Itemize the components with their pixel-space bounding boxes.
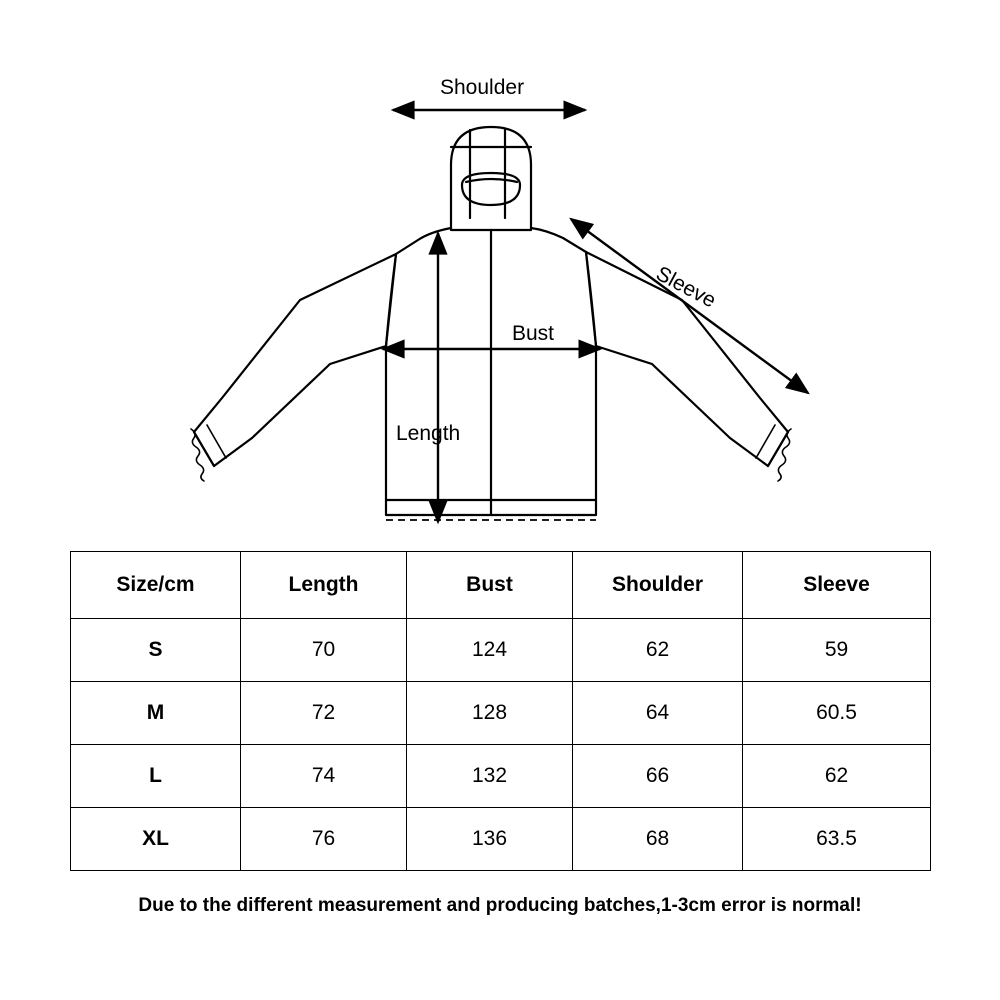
cell-size: L [71,745,241,808]
table-row [71,619,931,682]
cell-sleeve: 60.5 [743,682,931,745]
cell-sleeve: 59 [743,619,931,682]
cell-bust: 124 [407,619,573,682]
column-header-size: Size/cm [71,552,241,619]
cell-shoulder: 64 [573,682,743,745]
table-row [71,808,931,871]
column-header-sleeve: Sleeve [743,552,931,619]
label-bust: Bust [512,322,555,345]
cell-length: 74 [241,745,407,808]
measure-sleeve-arrow [571,219,808,393]
cell-length: 76 [241,808,407,871]
cell-shoulder: 62 [573,619,743,682]
cell-shoulder: 66 [573,745,743,808]
cell-bust: 136 [407,808,573,871]
cell-shoulder: 68 [573,808,743,871]
cell-bust: 132 [407,745,573,808]
label-sleeve: Sleeve [652,262,720,313]
measurement-disclaimer: Due to the different measurement and producing batches,1-3cm error is normal! [138,895,862,916]
cell-length: 72 [241,682,407,745]
size-chart-table [70,551,931,871]
column-header-shoulder: Shoulder [573,552,743,619]
cell-size: S [71,619,241,682]
cell-size: M [71,682,241,745]
jacket-outline [191,127,791,515]
column-header-bust: Bust [407,552,573,619]
cell-bust: 128 [407,682,573,745]
column-header-length: Length [241,552,407,619]
cell-size: XL [71,808,241,871]
table-row [71,682,931,745]
table-row [71,745,931,808]
cell-sleeve: 63.5 [743,808,931,871]
label-shoulder: Shoulder [440,76,525,99]
cell-length: 70 [241,619,407,682]
cell-sleeve: 62 [743,745,931,808]
table-header-row [71,552,931,619]
label-length: Length [396,422,461,445]
